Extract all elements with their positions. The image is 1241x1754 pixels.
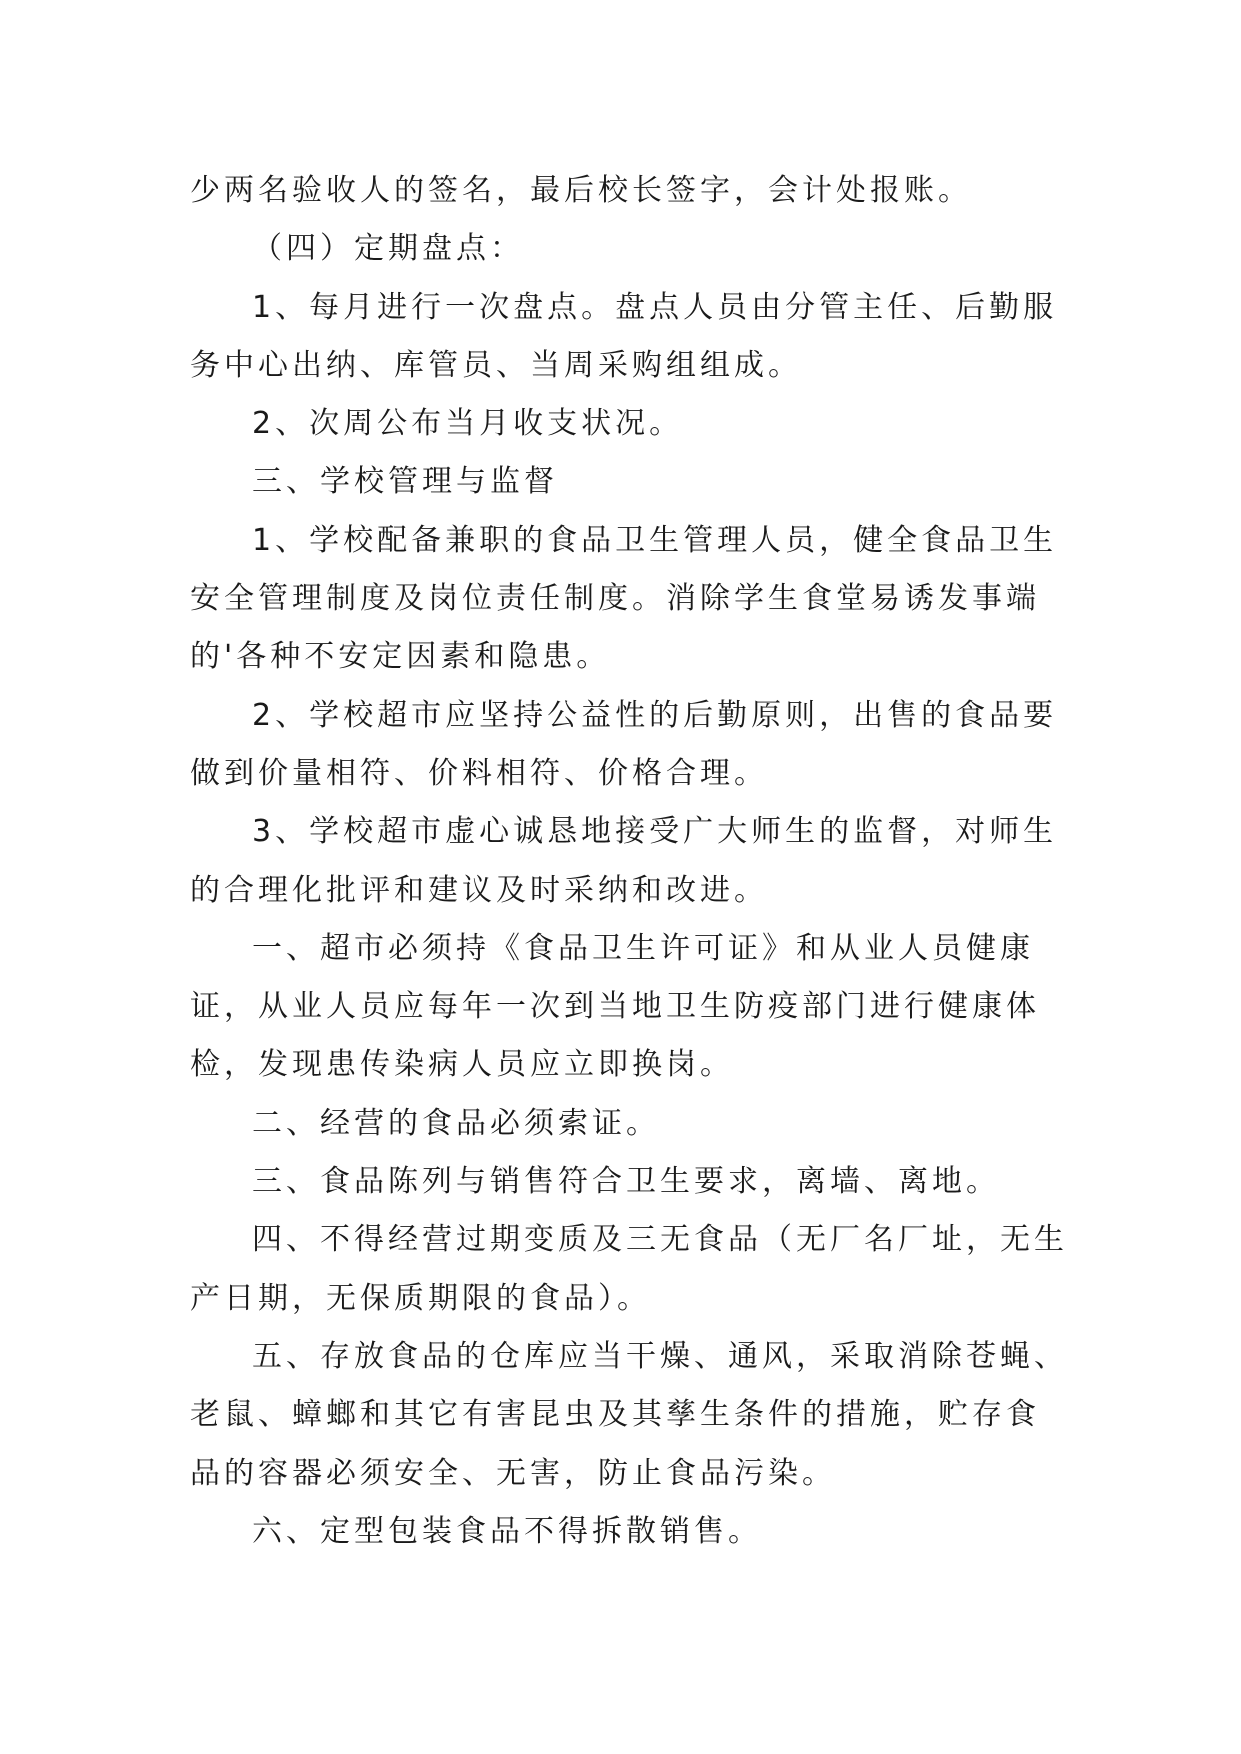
paragraph: 3、学校超市虚心诚恳地接受广大师生的监督，对师生的合理化批评和建议及时采纳和改进。: [190, 814, 1058, 908]
paragraph: 1、每月进行一次盘点。盘点人员由分管主任、后勤服务中心出纳、库管员、当周采购组组成。: [190, 289, 1058, 383]
section-heading: 三、学校管理与监督: [252, 464, 558, 500]
paragraph: 五、存放食品的仓库应当干燥、通风，采取消除苍蝇、老鼠、蟑螂和其它有害昆虫及其孳生条件的措施，贮存食品的容器必须安全、无害，防止食品污染。: [190, 1338, 1068, 1491]
paragraph: （四）定期盘点：: [252, 231, 524, 267]
paragraph: 1、学校配备兼职的食品卫生管理人员，健全食品卫生安全管理制度及岗位责任制度。消除学生食堂易诱发事端的'各种不安定因素和隐患。: [190, 522, 1058, 675]
paragraph: 少两名验收人的签名，最后校长签字，会计处报账。: [190, 173, 972, 208]
paragraph: 三、食品陈列与销售符合卫生要求，离墙、离地。: [252, 1164, 1000, 1200]
document-body: [190, 162, 1070, 1561]
paragraph: 2、学校超市应坚持公益性的后勤原则，出售的食品要做到价量相符、价料相符、价格合理。: [190, 697, 1058, 791]
paragraph: 四、不得经营过期变质及三无食品（无厂名厂址，无生产日期，无保质期限的食品）。: [190, 1222, 1068, 1316]
paragraph: 二、经营的食品必须索证。: [252, 1105, 660, 1141]
paragraph: 一、超市必须持《食品卫生许可证》和从业人员健康证，从业人员应每年一次到当地卫生防疫部门进行健康体检，发现患传染病人员应立即换岗。: [190, 930, 1040, 1083]
paragraph: 六、定型包装食品不得拆散销售。: [252, 1513, 762, 1549]
paragraph: 2、次周公布当月收支状况。: [252, 406, 684, 442]
